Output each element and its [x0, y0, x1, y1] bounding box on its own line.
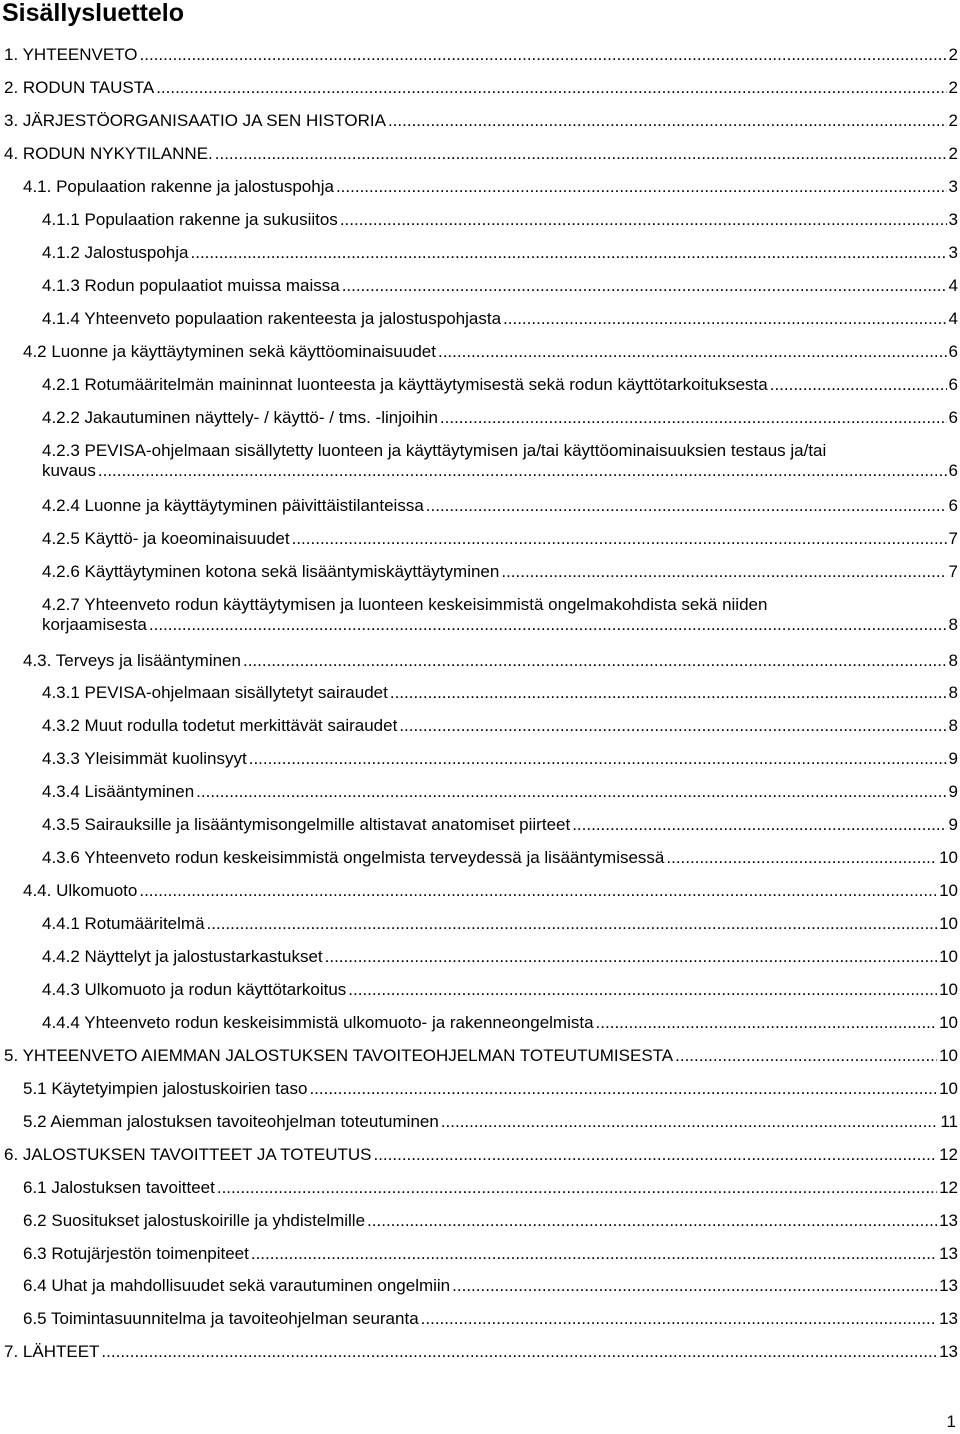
toc-entry[interactable] — [23, 1178, 958, 1198]
toc-entry-page: 13 — [939, 1211, 958, 1230]
toc-entry-page: 3 — [948, 177, 958, 196]
toc-entry-page: 4 — [948, 309, 958, 328]
toc-entry-page: 10 — [939, 881, 958, 900]
toc-entry-text: 2. RODUN TAUSTA — [4, 78, 155, 97]
toc-entry[interactable] — [42, 276, 958, 296]
toc-entry-text: 4.1.2 Jalostuspohja — [42, 243, 189, 262]
toc-entry-page: 10 — [939, 848, 958, 867]
toc-entry[interactable] — [23, 1079, 958, 1099]
toc-entry-page: 10 — [939, 980, 958, 999]
toc-entry[interactable] — [42, 595, 958, 635]
toc-entry-page: 13 — [939, 1342, 958, 1361]
toc-entry[interactable] — [23, 342, 958, 362]
toc-entry-page: 8 — [948, 615, 958, 634]
toc-entry-page: 12 — [939, 1178, 958, 1197]
toc-entry-page: 10 — [939, 1046, 958, 1065]
toc-entry-page: 2 — [948, 111, 958, 130]
toc-entry-text: 6.4 Uhat ja mahdollisuudet sekä varautuminen ongelmiin — [23, 1276, 451, 1295]
page-number: 1 — [946, 1412, 956, 1431]
toc-entry-page: 6 — [948, 342, 958, 361]
toc-entry-text-line1: 4.2.3 PEVISA-ohjelmaan sisällytetty luonteen ja käyttäytymisen ja/tai käyttöominaisuuksien testaus ja/tai — [42, 441, 827, 460]
toc-entry-text: 4.2.6 Käyttäytyminen kotona sekä lisääntymiskäyttäytyminen — [42, 562, 500, 581]
toc-entry-page: 6 — [948, 375, 958, 394]
toc-entry[interactable] — [42, 210, 958, 230]
toc-entry-page: 13 — [939, 1309, 958, 1328]
toc-entry-page: 12 — [939, 1145, 958, 1164]
toc-entry-text: 4.3.2 Muut rodulla todetut merkittävät sairaudet — [42, 716, 398, 735]
toc-entry-text: 4.1.3 Rodun populaatiot muissa maissa — [42, 276, 340, 295]
toc-entry-page: 3 — [948, 210, 958, 229]
toc-entry-page: 10 — [939, 947, 958, 966]
toc-entry[interactable] — [42, 914, 958, 934]
toc-entry-text: 5.1 Käytetyimpien jalostuskoirien taso — [23, 1079, 308, 1098]
toc-entry[interactable] — [42, 815, 958, 835]
toc-entry-text: 6.2 Suositukset jalostuskoirille ja yhdistelmille — [23, 1211, 366, 1230]
toc-entry-text: 4. RODUN NYKYTILANNE. — [4, 144, 213, 163]
toc-entry-page: 9 — [948, 782, 958, 801]
toc-entry-text: 3. JÄRJESTÖORGANISAATIO JA SEN HISTORIA — [4, 111, 386, 130]
toc-entry-page: 13 — [939, 1244, 958, 1263]
toc-entry-text: 4.4.3 Ulkomuoto ja rodun käyttötarkoitus — [42, 980, 347, 999]
toc-entry-text: kuvaus — [42, 461, 96, 480]
toc-entry-page: 7 — [948, 529, 958, 548]
toc-entry-text: 5. YHTEENVETO AIEMMAN JALOSTUKSEN TAVOITEOHJELMAN TOTEUTUMISESTA — [4, 1046, 674, 1065]
toc-entry-text: 4.2 Luonne ja käyttäytyminen sekä käyttöominaisuudet — [23, 342, 436, 361]
toc-entry[interactable] — [23, 1112, 958, 1132]
toc-entry-page: 8 — [948, 683, 958, 702]
toc-entry[interactable] — [42, 716, 958, 736]
toc-entry[interactable] — [23, 1309, 958, 1329]
toc-entry-page: 10 — [939, 1013, 958, 1032]
toc-entry[interactable] — [4, 78, 958, 98]
toc-entry-page: 13 — [939, 1276, 958, 1295]
toc-entry-text: 4.3.6 Yhteenveto rodun keskeisimmistä ongelmista terveydessä ja lisääntymisessä — [42, 848, 665, 867]
toc-entry[interactable] — [4, 1145, 958, 1165]
toc-entry-text: 4.3.4 Lisääntyminen — [42, 782, 195, 801]
toc-entry[interactable] — [42, 309, 958, 329]
toc-entry-text: 4.4. Ulkomuoto — [23, 881, 138, 900]
toc-entry[interactable] — [42, 848, 958, 868]
toc-entry[interactable] — [4, 1046, 958, 1066]
toc-entry[interactable] — [42, 1013, 958, 1033]
toc-entry-text: 4.2.4 Luonne ja käyttäytyminen päivittäistilanteissa — [42, 496, 424, 515]
toc-entry[interactable] — [4, 111, 958, 131]
toc-entry[interactable] — [42, 749, 958, 769]
toc-entry-page: 9 — [948, 749, 958, 768]
toc-entry-text: 4.3. Terveys ja lisääntyminen — [23, 651, 241, 670]
toc-entry-page: 6 — [948, 408, 958, 427]
toc-entry[interactable] — [4, 1342, 958, 1362]
toc-entry[interactable] — [42, 375, 958, 395]
toc-entry-text: 4.1.1 Populaation rakenne ja sukusiitos — [42, 210, 338, 229]
toc-entry-page: 11 — [940, 1112, 958, 1131]
toc-entry[interactable] — [23, 1211, 958, 1231]
toc-entry-page: 6 — [948, 496, 958, 515]
toc-entry-text: 4.2.1 Rotumääritelmän maininnat luonteesta ja käyttäytymisestä sekä rodun käyttötarkoituksesta — [42, 375, 768, 394]
toc-entry-text: 4.3.1 PEVISA-ohjelmaan sisällytetyt sairaudet — [42, 683, 388, 702]
toc-entry[interactable] — [42, 408, 958, 428]
toc-entry[interactable] — [42, 562, 958, 582]
toc-entry-text: 4.4.2 Näyttelyt ja jalostustarkastukset — [42, 947, 323, 966]
toc-entry-text: korjaamisesta — [42, 615, 147, 634]
toc-entry[interactable] — [42, 683, 958, 703]
toc-entry[interactable] — [42, 980, 958, 1000]
toc-entry-page: 6 — [948, 461, 958, 480]
toc-entry-text: 1. YHTEENVETO — [4, 45, 138, 64]
toc-entry-page: 2 — [948, 45, 958, 64]
toc-entry[interactable] — [42, 496, 958, 516]
toc-entry-page: 10 — [939, 914, 958, 933]
toc-entry-text: 4.1. Populaation rakenne ja jalostuspohja — [23, 177, 334, 196]
toc-entry-text: 4.4.4 Yhteenveto rodun keskeisimmistä ulkomuoto- ja rakenneongelmista — [42, 1013, 594, 1032]
toc-entry-text: 6.3 Rotujärjestön toimenpiteet — [23, 1244, 249, 1263]
toc-entry-page: 4 — [948, 276, 958, 295]
toc-entry-text: 6. JALOSTUKSEN TAVOITTEET JA TOTEUTUS — [4, 1145, 372, 1164]
toc-entry-page: 10 — [939, 1079, 958, 1098]
toc-entry-text-line1: 4.2.7 Yhteenveto rodun käyttäytymisen ja luonteen keskeisimmistä ongelmakohdista sekä niiden — [42, 595, 768, 614]
toc-entry-text: 6.5 Toimintasuunnitelma ja tavoiteohjelman seuranta — [23, 1309, 419, 1328]
toc-entry[interactable] — [42, 243, 958, 263]
toc-entry-page: 8 — [948, 651, 958, 670]
toc-entry-text: 6.1 Jalostuksen tavoitteet — [23, 1178, 215, 1197]
toc-entry[interactable] — [23, 177, 958, 197]
toc-entry-text: 4.1.4 Yhteenveto populaation rakenteesta ja jalostuspohjasta — [42, 309, 502, 328]
toc-entry-text: 5.2 Aiemman jalostuksen tavoiteohjelman toteutuminen — [23, 1112, 439, 1131]
toc-entry-text: 4.2.5 Käyttö- ja koeominaisuudet — [42, 529, 290, 548]
toc-entry-page: 2 — [948, 144, 958, 163]
toc-entry-page: 2 — [948, 78, 958, 97]
toc-entry[interactable] — [42, 782, 958, 802]
toc-entry-page: 9 — [948, 815, 958, 834]
toc-entry[interactable] — [4, 45, 958, 65]
toc-entry-text: 4.3.3 Yleisimmät kuolinsyyt — [42, 749, 247, 768]
toc-entry-page: 3 — [948, 243, 958, 262]
toc-entry-page: 7 — [948, 562, 958, 581]
toc-entry[interactable] — [4, 144, 958, 164]
toc-entry[interactable] — [42, 947, 958, 967]
toc-entry[interactable] — [42, 441, 958, 481]
toc-entry[interactable] — [23, 1244, 958, 1264]
toc-entry[interactable] — [23, 881, 958, 901]
toc-entry[interactable] — [23, 651, 958, 671]
toc-entry-page: 8 — [948, 716, 958, 735]
toc-entry-text: 4.3.5 Sairauksille ja lisääntymisongelmille altistavat anatomiset piirteet — [42, 815, 571, 834]
toc-entry-text: 4.4.1 Rotumääritelmä — [42, 914, 205, 933]
toc-entry[interactable] — [23, 1276, 958, 1296]
toc-entry[interactable] — [42, 529, 958, 549]
toc-entry-text: 7. LÄHTEET — [4, 1342, 100, 1361]
toc-title: Sisällysluettelo — [2, 0, 185, 27]
toc-entry-text: 4.2.2 Jakautuminen näyttely- / käyttö- / tms. -linjoihin — [42, 408, 438, 427]
